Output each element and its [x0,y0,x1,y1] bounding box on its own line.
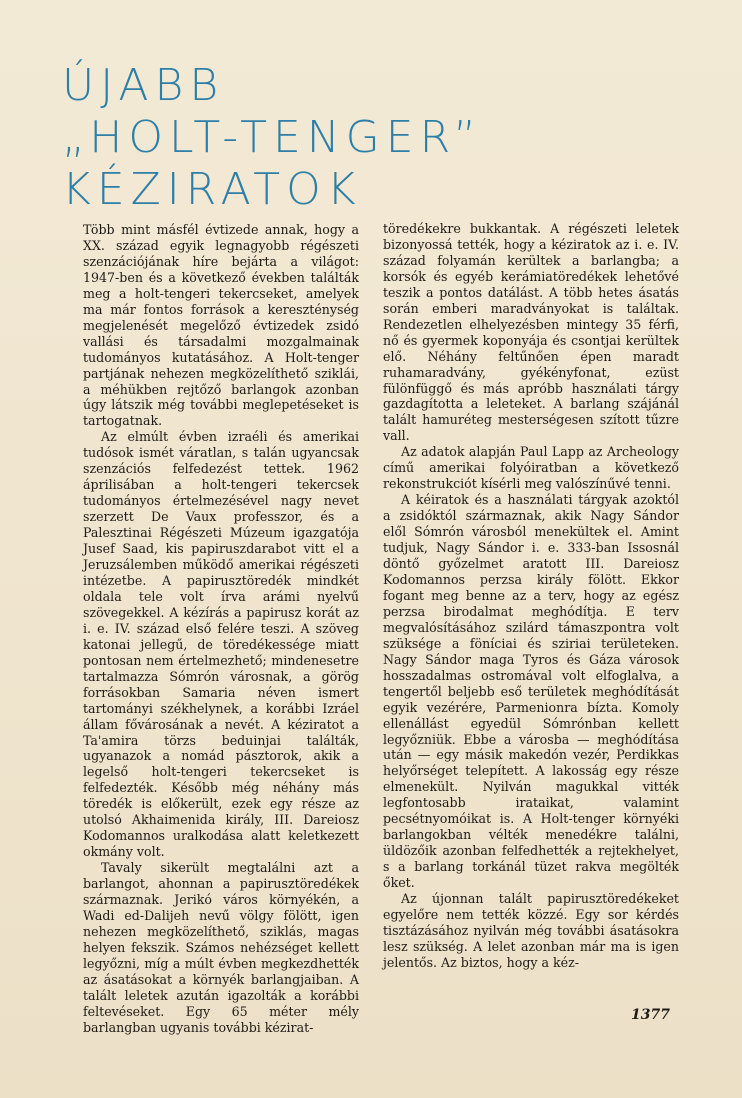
title-line-2: „HOLT-TENGER” [62,112,483,163]
paragraph: Tavaly sikerült megtalálni azt a barlangot, ahonnan a papirusztöredékek származnak. Jerikó város környékén, a Wadi ed-Dalijeh nevű völgy fölött, igen nehezen megközelíthető, sziklás, magas helyen fekszik. Számos nehézséget kellett legyőzni, míg a múlt évben megkezdhették az ásatásokat a környék barlangjaiban. A talált leletek azután igazolták a korábbi feltevéseket. Egy 65 méter mély barlangban ugyanis további kézirat- [83,860,359,1035]
paragraph: A kéiratok és a használati tárgyak azoktól a zsidóktól származnak, akik Nagy Sándor elől Sómrón városból menekültek el. Amint tudjuk, Nagy Sándor i. e. 333-ban Issosnál döntő győzelmet aratott III. Dareiosz Kodomannos perzsa király fölött. Ekkor fogant meg benne az a terv, hogy az egész perzsa birodalmat meghódítja. E terv megvalósításához szilárd támaszpontra volt szüksége a föníciai és sziriai területeken. Nagy Sándor maga Tyros és Gáza városok hosszadalmas ostromával volt elfoglalva, a tengertől beljebb eső területek meghódítását egyik vezérére, Parmenionra bízta. Komoly ellenállást egyedül Sómrónban kellett legyőzniük. Ebbe a városba — meghódítása után — egy másik makedón vezér, Perdikkas helyőrséget telepített. A lakosság egy része elmenekült. Nyilván magukkal vitték legfontosabb irataikat, valamint pecsétnyomóikat is. A Holt-tenger környéki barlangokban vélték menedékre találni, üldözőik azonban felfedhették a rejtekhelyet, s a barlang torkánál tüzet rakva megölték őket. [383,492,679,891]
article-title [62,60,482,216]
paragraph: Az újonnan talált papirusztöredékeket egyelőre nem tették közzé. Egy sor kérdés tisztázásához nyilván még további ásatásokra lesz szükség. A lelet azonban már ma is igen jelentős. Az biztos, hogy a kéz- [383,891,679,970]
paragraph: Az adatok alapján Paul Lapp az Archeology című amerikai folyóiratban a következő rekonstrukciót kísérli meg valószínűvé tenni. [383,444,679,492]
left-column [83,222,359,1036]
page-number: 1377 [631,1007,670,1023]
title-line-3: KÉZIRATOK [62,164,362,215]
title-line-1: ÚJABB [62,60,225,111]
paragraph: Az elmúlt évben izraéli és amerikai tudósok ismét váratlan, s talán ugyancsak szenzációs felfedezést tettek. 1962 áprilisában a holt-tengeri tekercsek tudományos értelmezésével nagy nevet szerzett De Vaux professzor, és a Palesztinai Régészeti Múzeum igazgatója Jusef Saad, kis papiruszdarabot vitt el a Jeruzsálemben működő amerikai régészeti intézetbe. A papirusztöredék mindkét oldala tele volt írva arámi nyelvű szövegekkel. A kézírás a papirusz korát az i. e. IV. század első felére teszi. A szöveg katonai jellegű, de töredékessége miatt pontosan nem értelmezhető; mindenesetre tartalmazza Sómrón városnak, a görög forrásokban Samaria néven ismert tartományi székhelynek, a korábbi Izráel állam fővárosának a nevét. A kéziratot a Ta'amira törzs beduinjai találták, ugyanazok a nomád pásztorok, akik a legelső holt-tengeri tekercseket is felfedezték. Később még néhány más töredék is előkerült, ezek egy része az utolsó Akhaimenida király, III. Dareiosz Kodomannos uralkodása alatt keletkezett okmány volt. [83,429,359,860]
paragraph: töredékekre bukkantak. A régészeti leletek bizonyossá tették, hogy a kéziratok az i. e. IV. század folyamán kerültek a barlangba; a korsók és egyéb kerámiatöredékek lehetővé teszik a pontos datálást. A több hetes ásatás során emberi maradványokat is találtak. Rendezetlen elhelyezésben mintegy 35 férfi, nő és gyermek koponyája és csontjai kerültek elő. Néhány feltűnően épen maradt ruhamaradvány, gyékényfonat, ezüst fülönfüggő és más apróbb használati tárgy gazdagította a leleteket. A barlang szájánál talált hamuréteg mesterségesen szított tűzre vall. [383,221,679,444]
right-column [383,221,679,971]
paragraph: Több mint másfél évtizede annak, hogy a XX. század egyik legnagyobb régészeti szenzációjának híre bejárta a világot: 1947-ben és a következő években találták meg a holt-tengeri tekercseket, amelyek ma már fontos források a kereszténység megjelenését megelőző évtizedek zsidó vallási és társadalmi mozgalmainak tudományos kutatásához. A Holt-tenger partjának nehezen megközelíthető sziklái, a méhükben rejtőző barlangok azonban úgy látszik még további meglepetéseket is tartogatnak. [83,222,359,429]
